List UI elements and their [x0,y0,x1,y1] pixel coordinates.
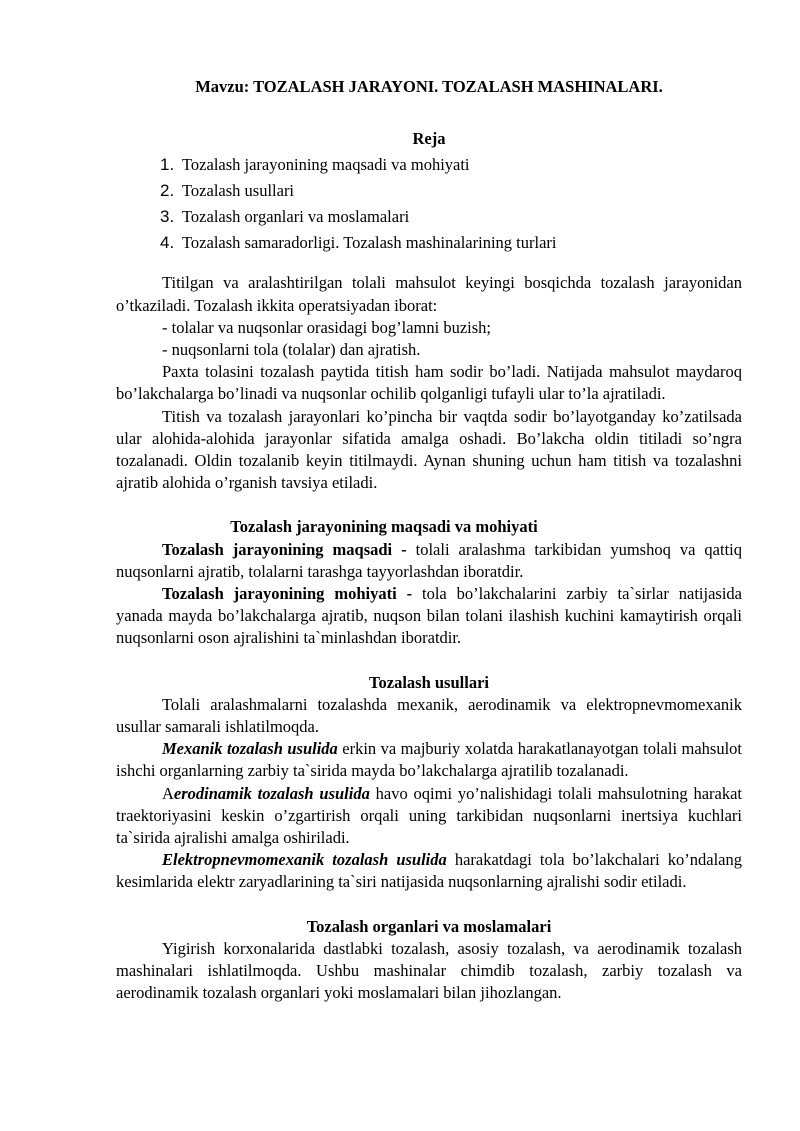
list-item [160,180,742,202]
document-page [116,76,742,1005]
bold-term: Tozalash jarayonining maqsadi - [162,539,407,559]
section-paragraph [116,849,742,893]
paragraph-text: harakatdagi tola bo’lakchalari ko’ndalang kesimlarida elektr zaryadlarining ta`siri natijasida nuqsonlarning ajralishi sodir etiladi. [116,850,742,892]
section-paragraph [116,539,742,583]
list-item [160,154,742,176]
bold-italic-term: Elektropnevmomexanik tozalash usulida [162,850,447,870]
plan-list [116,154,742,254]
intro-dash-item: - nuqsonlarni tola (tolalar) dan ajratish. [162,340,421,360]
section-heading: Tozalash usullari [369,672,489,692]
intro-paragraph: Paxta tolasini tozalash paytida titish ham sodir bo’ladi. Natijada mahsulot maydaroq bo’lakchalarga bo’linadi va nuqsonlar ochilib qolganligi tufayli ular to’la ajratiladi. [116,362,742,404]
list-number: 4. [160,233,175,253]
section-paragraph [116,783,742,850]
list-item-text: Tozalash organlari va moslamalari [182,207,410,227]
page-title: Mavzu: TOZALASH JARAYONI. TOZALASH MASHINALARI. [195,77,663,96]
bold-term: Tozalash jarayonining mohiyati - [162,584,413,604]
plan-heading: Reja [412,129,446,149]
paragraph-text: A [162,783,174,803]
bold-italic-term: Mexanik tozalash usulida [162,739,338,759]
list-item-text: Tozalash jarayonining maqsadi va mohiyati [182,155,470,175]
section-paragraph [116,583,742,650]
section-heading: Tozalash jarayonining maqsadi va mohiyati [230,517,538,537]
section-heading: Tozalash organlari va moslamalari [306,916,552,936]
paragraph-text: tola bo’lakchalarini zarbiy ta`sirlar natijasida yanada mayda bo’lakchalarga ajratib, nuqson bilan tolani ilashish kuchini kamaytirish orqali nuqsonlarni oson ajralishini ta`minlashdan iboratdir. [116,584,742,648]
section-paragraph: Tolali aralashmalarni tozalashda mexanik, aerodinamik va elektropnevmomexanik usullar samarali ishlatilmoqda. [116,694,742,737]
paragraph-text: tolali aralashma tarkibidan yumshoq va qattiq nuqsonlarni ajratib, tolalarni tarashga tayyorlashdan iboratdir. [116,539,742,581]
list-number: 1. [160,155,175,175]
list-item-text: Tozalash usullari [182,181,295,201]
section-paragraph: Yigirish korxonalarida dastlabki tozalash, asosiy tozalash, va aerodinamik tozalash mashinalari ishlatilmoqda. Ushbu mashinalar chimdib tozalash, zarbiy tozalash va aerodinamik tozalash organlari yoki moslamalari bilan jihozlangan. [116,938,742,1003]
list-item-text: Tozalash samaradorligi. Tozalash mashinalarining turlari [182,233,557,253]
list-number: 2. [160,181,175,201]
list-item [160,232,742,254]
list-item [160,206,742,228]
bold-italic-term: erodinamik tozalash usulida [173,783,370,803]
section-paragraph [116,738,742,782]
paragraph-text: havo oqimi yo’nalishidagi tolali mahsulotning harakat traektoriyasini keskin o’zgartirish orqali uning tarkibidan nuqsonlarni inertsiya kuchlari ta`sirida ajralishi amalga oshiriladi. [116,783,742,848]
intro-dash-item: - tolalar va nuqsonlar orasidagi bog’lamni buzish; [162,317,492,337]
intro-paragraph: Titilgan va aralashtirilgan tolali mahsulot keyingi bosqichda tozalash jarayonidan o’tkaziladi. Tozalash ikkita operatsiyadan iborat: [116,273,742,315]
intro-paragraph: Titish va tozalash jarayonlari ko’pincha bir vaqtda sodir bo’layotganday ko’zatilsada ular alohida-alohida jarayonlar sifatida amalga oshadi. Bo’lakcha oldin titiladi so’ngra tozalanadi. Oldin tozalanib keyin titilmaydi. Aynan shuning uchun ham titish va tozalashni ajratib alohida o’rganish tavsiya etiladi. [116,406,742,493]
list-number: 3. [160,207,175,227]
paragraph-text: erkin va majburiy xolatda harakatlanayotgan tolali mahsulot ishchi organlarning zarbiy ta`sirida mayda bo’lakchalarga ajratilib tozalanadi. [116,739,742,781]
